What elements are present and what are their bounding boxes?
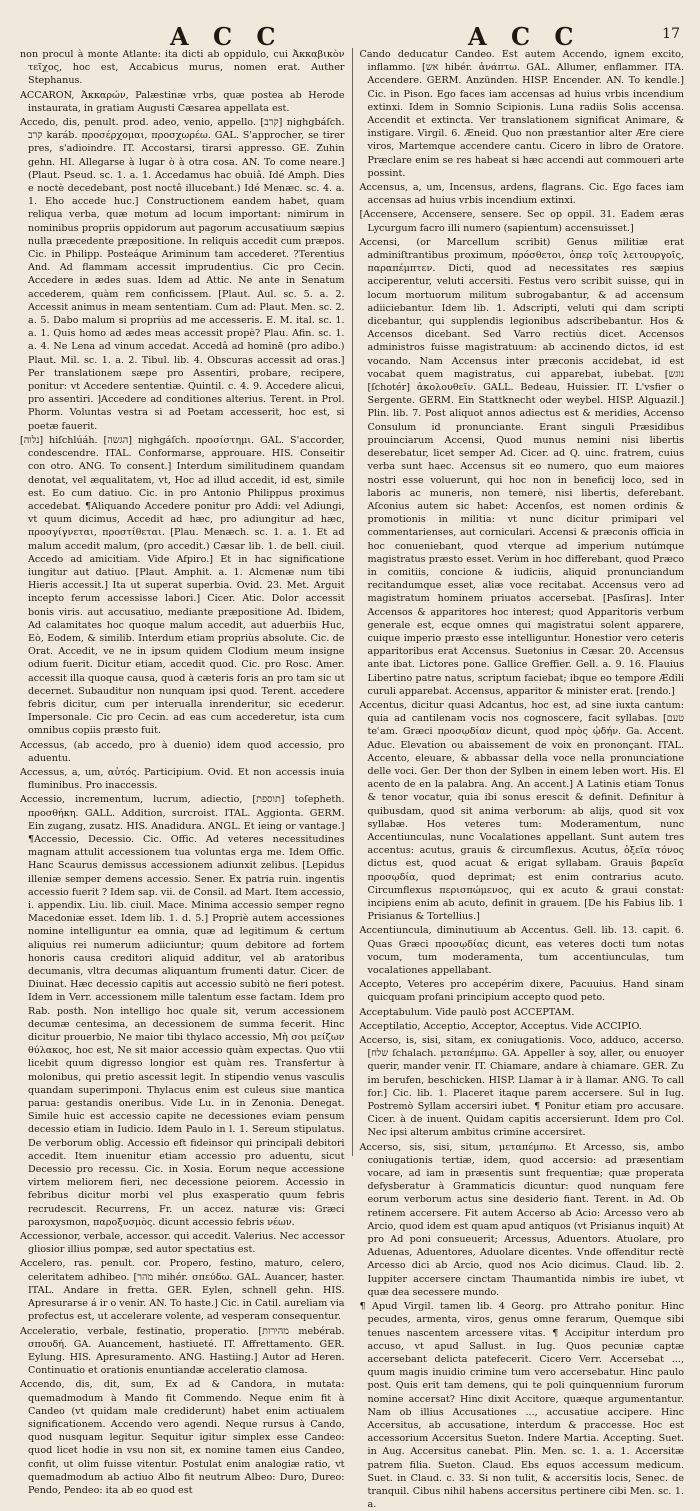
- dictionary-entry: Accessus, a, um, αὐτός. Participium. Ovid. Et non accessis inuia fluminibus. Pro inaccessis.: [20, 766, 345, 792]
- page-header: [20, 14, 682, 50]
- text-columns: [20, 48, 685, 1511]
- dictionary-entry: Accensus, a, um, Incensus, ardens, flagrans. Cic. Ego faces iam accensas ad huius vrbis incendium extinxi.: [359, 182, 684, 207]
- dictionary-entry: Accentiuncula, diminutiuum ab Accentus. Gell. lib. 13. capit. 6. Quas Græci προσῳδίας dicunt, eas veteres docti tum notas vocum, tum moderamenta, tum accentiunculas, tum vocalationes appellabant.: [359, 925, 684, 977]
- dictionary-entry: Accessio, incrementum, lucrum, adiectio, [תוספת] toſepheth. προσθήκη. GALL. Addition, surcroist. ITAL. Aggionta. GERM. Ein zugang, zusatz. HIS. Anadidura. ANGL. Et ieing or vantage.] ¶Accessio, Decessio. Cic. Offic. Ad veteres necessitudines magnam attulit accessionem tua voluntas erga me. Idem Offic. Hanc Scaurus demissus accessionem adiunxit zelibus. [Lepidus illeniæ semper demens accessio. Sener. Ex patria ruin. ingentis accessio fuerit ? Idem sap. vii. de Consil. ad Mart. Item accessio, i. appendix. Liu. lib. ciuil. Mace. Minima accessio semper regno Macedoniæ esset. Idem lib. 1. d. 5.] Propriè autem accessiones nomine intelliguntur ea omnia, quæ ad legitimum & certum aliquius rei numerum adiiciuntur; quum debitore ad fortem honoris causa creditori aliquid additur, vel ab aratoribus decumanis, vltra decumas aliquantum frumenti datur. Cicer. de Diuinat. Hæc decessio capitis aut accessio subitò ne fieri potest. Idem in Verr. accessionem mille talentum esse factam. Idem pro Rab. posth. Non intelligo hoc quale sit, verum accessionem decumæ centesima, an decessionem de summa fecerit. Hinc dicitur prouerbio, Ne maior tibi thylaco accessio, Μὴ σοι μείζων θύλακος, hoc est, Ne sit maior accessio quàm expectas. Quo vtii licebit quum digresso longior est quàm res. Transfertur à molonibus, qui pretio ascessit legit. In stipendio venus vasculis quandam superimponi. Thylacus enim est culeus siue mantica parua: gestandis oneribus. Vide Lu. in in Zenonia. Denegat. Simile huic est accessio capite ne decessiones eviam pensum decessio etiam in Iudicio. Idem Paulo in l. 1. Sereum stipulatus. De verborum oblig. Accessio eft fideinsor qui principali debitori accedit. Item inuenitur etiam accessio pro aduentu, sicut Decessio pro recessu. Cic. in Xosia. Eorum neque accessione virtem meliorem fieri, nec decessione peiorem. Accessio in febribus dicitur morbi vel plus exasperatio quum febris recrudescit. Recurrens, Fr. un accez. naturæ vis: Græci paroxysmon, παροξυσμὸς. dicunt accessio febris νέων.: [20, 794, 345, 1228]
- dictionary-entry: non procul à monte Atlante: ita dicti ab oppidulo, cui Ἀκκαβικὸν τεῖχος, hoc est, Accabicus murus, nomen erat. Auther Stephanus.: [20, 49, 345, 87]
- dictionary-entry: Accelero, ras. penult. cor. Propero, festino, maturo, celero, celeritatem adhibeo. [מהר mihér. σπεύδω. GAL. Auancer, haster. ITAL. Andare in fretta. GER. Eylen, schnell gehn. HIS. Apresurarse á ir o venir. AN. To haste.] Cic. in Catil. aureliam via profectus est, ut accelerare volente, ad vesperam consequentur.: [20, 1258, 345, 1323]
- dictionary-entry: Accepto, Veteres pro accepérim dixere, Pacuuius. Hand sinam quicquam profani principium accepto quod peto.: [359, 979, 684, 1004]
- running-head-left: A C C: [170, 22, 284, 51]
- dictionary-entry: Acceptabulum. Vide paulò post ACCEPTAM.: [359, 1006, 575, 1018]
- dictionary-entry: ¶ Apud Virgil. tamen lib. 4 Georg. pro Attraho ponitur. Hinc pecudes, armenta, viros, genus omne ferarum, Quemque sibi tenues nascentem arcessere vitas. ¶ Accipitur interdum pro accuso, vt apud Sallust. in Iug. Quos pecuniæ captæ accersebant delicta patefecerit. Cicero Verr. Accersebat ..., quum magis inuidio crimine tum vero accersebatur. Hinc paulo post. Quis erit tam demens, qui te poli quinquennium furorum nomine accersat? Hinc dixit Accitore, quæque argumentantur. Nam ob illius Accusationes ..., accusatiue accipere. Hinc Accersitus, ab accusatione, interdum & praccesse. Hoc est accessorium Accersitus Sueton. Indere Martia. Accepting. Suet. in Aug. Accersitus canebat. Plin. Men. sc. 1. a. 1. Accersitæ patrem filia. Sueton. Claud. Ebs equos accessum medicum. Suet. in Claud. c. 33. Si non tulit, & accersitis locis, Senec. de tranquil. Cibus nihil habens accersitus pertinere cibi Men. sc. 1. a.: [359, 1301, 684, 1511]
- dictionary-entry: Accerso, sis, sisi, situm, μεταπέμπω. Et Arcesso, sis, ambo coniugationis tertiæ, idem, quod accersio: ad præsentiam vocare, ad iam in præsentis sunt frequentiæ; quæ properata defysberatur à Grammaticis dicuntur: quod nunquam fere eorum verborum actus sine desiderio fiant. Terent. in Ad. Ob retinem accersere. Fit autem Accerso ab Acio: Arcesso vero ab Arcio, quod idem est quam apud antiquos (vt Prisianus inquit) At pro Ad poni consueuerit; Arcessus, Aduentors. Atuolare, pro Aduenas, Aduentores, Aduolare dicentes. Vnde offenditur rectè Arcesso dici ab Arcio, quod nos Acio dicimus. Claud. lib. 2. Iuppiter accersere cinctam Thaumantida nimbis ire iubet, vt quæ dea secessere mundo.: [359, 1141, 684, 1298]
- dictionary-entry: Accedo, dis, penult. prod. adeo, venio, appello. [קרב] nighgbáſch. קרב karáb. προσέρχομαι, προσχωρέω. GAL. S'approcher, se tirer pres, s'adioindre. IT. Accostarsi, tirarsi appresso. GE. Zuhin gehn. HI. Allegarse à lugar ò à otra cosa. AN. To come neare.] (Plaut. Pseud. sc. 1. a. 1. Accedamus hac obuiâ. Idé Amph. Dies e noctè decedebant, post noctê illucebant.) Idé Menæc. sc. 4. a. 1. Eho accede huc.] Constructionem eandem habet, quam reliqua verba, quæ motum ad locum important: nimirum in nominibus propriis oppidorum aut pagorum accusatiuum sæpius nulla præcedente præpositione. In reliquis accedit cum præpos. Cic. in Philipp. Posteáque Ariminum tam accederet. ?Terentius And. Ad flammam accessit imprudentius. Cic pro Cecin. Accedere in ædes suas. Idem ad Attic. Ne ante in Senatum accederem, quàm rem conficissem. [Plaut. Aul. sc. 5. a. 2. Accessit animus in meam sententiam. Cum ad: Plaut. Men. sc. 2. a. 5. Dabo malum si propriùs ad me accesseris. E. M. ital. sc. 1. a. 1. Quis homo ad ædes meas accessit propè? Plau. Afin. sc. 1. a. 4. Ne Lena ad vinum accedat. Accedâ ad hominē (pro adibo.) Plaut. Mil. sc. 1. a. 2. Tibul. lib. 4. Obscuras accessit ad oras.] Per translationem sæpe pro Assentiri, probare, recipere, ponitur: vt Accedere sententiæ. Quintil. c. 4. 9. Accedere alicui, pro assentiri. ]Accedere ad conditiones alterius. Terent. in Prol. Phorm. Voluntas vestra si ad Poetam accesserit, hoc est, si poetæ fauerit.: [20, 117, 345, 432]
- dictionary-entry: Acceptilatio, Acceptio, Acceptor, Acceptus. Vide ACCIPIO.: [359, 1020, 642, 1032]
- running-head-right: A C C: [468, 22, 582, 51]
- dictionary-entry: [נלוה] hiſchlúáh. [הגשה] nighgáſch. προσίστημι. GAL. S'accorder, condescendre. ITAL. Conformarse, approuare. HIS. Conseitir con otro. ANG. To consent.] Interdum similitudinem quandam denotat, vel æqualitatem, vt, Hoc ad illud accedit, id est, simile est. Eo cum datiuo. Cic. in pro Antonio Philippus proximus accedebat. ¶Aliquando Accedere ponitur pro Addi: vel Adiungi, vt quum dicimus, Accedit ad hæc, pro adiungitur ad hæc, προσγίγνεται, προστίθεται. [Plau. Menæch. sc. 1. a. 1. Et ad malum accedit malum, (pro accedit.) Cæsar lib. 1. de bell. ciuil. Accedo ad amicitiam. Vide Afpiro.] Et in hac significatione iungitur aut datiuo. [Plaut. Amphit. a. 1. Alcmenæ num tibi Hieris accessit.] Ita ut superat superbia. Ovid. 23. Met. Arguit incepto ferum accessisse labori.] Cicer. Atic. Dolor accessit bonis viris. aut accusatiuo, mediante præpositione Ad. Ibidem, Ad calamitates hoc quoque malum accedit, aut aduerbiis Huc, Eò, Eodem, & similib. Interdum etiam propriùs absolute. Cic. de Orat. Accedit, ve ne in ipsum quidem Clodium meum insigne odium fuerit. Dicitur etiam, accedit quod. Cic. pro Rosc. Amer. accessit illa quoque causa, quod à cæteris foris an pro tam sic ut decernet. Subauditur non nunquam ipsi quod. Terent. accedere febris dicitur, cum per interualla inrenderitur, sic ecederur. Impersonale. Cic pro Cecin. ad eas cum accederetur, ista cum omnibus copiis præsto fuit.: [20, 434, 345, 737]
- column-divider: [352, 48, 353, 1156]
- page-number: 17: [662, 26, 680, 42]
- dictionary-entry: Accentus, dicitur quasi Adcantus, hoc est, ad sine iuxta cantum: quia ad cantilenam vocis nos cognoscere, facit syllabas. [טעם teʿam. Græci προσῳδίαν dicunt, quod πρὸς ᾠδήν. Ga. Accent. Aduc. Elevation ou abaissement de voix en prononçant. ITAL. Accento, eleuare, & abbassar della voce nella pronunciatione delle voci. Ger. Der thon der Sylben in einem leben wort. His. El acento de en la palabra. Ang. An accent.] A Latinis etiam Tonus & tenor vocatur, quia ibi sonus erescit & definit. Definitur à quibusdam, quod sit anima verborum: ab alijs, quod sit vox syllabæ. Hos veteres tum: Moderamentum, nunc Accentiunculas, nunc Vocalationes appellant. Sunt autem tres accentus: acutus, grauis & circumflexus. Acutus, ὀξεῖα τόνος dictus est, quod acuat & erigat syllabam. Grauis βαρεῖα προσῳδία, quod deprimat; est enim contrarius acuto. Circumflexus περισπώμενος, qui ex acuto & graui constat: incipiens enim ab acuto, definit in grauem. [De his Fabius lib. 1 Prisianus & Tortellius.]: [359, 699, 684, 923]
- dictionary-entry: Cando deducatur Candeo. Est autem Accendo, ignem excito, inflammo. [אש hibér. ἀνάπτω. GAL. Allumer, enflammer. ITA. Accendere. GERM. Anzünden. HISP. Encender. AN. To kendle.] Cic. in Pison. Ego faces iam accensas ad huius vrbis incendium extinxi. Idem in Somnio Scipionis. Luna radiis Solis accensa. Accendit et extincta. Ver translationem significat Animare, & instigare. Virgil. 6. Æneid. Quo non præstantior alter Ære ciere viros, Martemque accendere cantu. Cicero in libro de Oratore. Præclare enim se res habeat si hæc accendi aut commoueri arte possint.: [359, 49, 685, 179]
- dictionary-entry: ACCARON, Ἀκκαρών, Palæstinæ vrbs, quæ postea ab Herode instaurata, in gratiam Augusti Cæsarea appellata est.: [20, 89, 345, 114]
- left-column: [20, 48, 345, 1496]
- dictionary-entry: Accerso, is, sisi, sitam, ex coniugationis. Voco, adduco, accerso. [שלח ſchalach. μεταπέμπω. GA. Appeller à soy, aller, ou enuoyer querir, mander venir. IT. Chiamare, andare à chiamare. GER. Zu im berufen, beschicken. HISP. Llamar à ir à llamar. ANG. To call for.] Cic. lib. 1. Placeret itaque parem accersere. Sul in Iug. Postremò Syllam accersiri iubet. ¶ Ponitur etiam pro accusare. Cicer. à de inuent. Quidam capitis accersierunt. Idem pro Col. Nec ipsi alterum ambitus crimine accersiret.: [359, 1035, 684, 1139]
- dictionary-entry: Accensi, (or Marcellum scribit) Genus militiæ erat adminiſtrantibus proximum, πρόσθετοι, ὁπερ τοῖς λειτουργοῖς, παραπέμπτεν. Dicti, quod ad necessitates res sæpius acciperentur, veluti accersiti. Festus vero scribit suisse, qui in locum mortuorum militum subrogabantur, & ad accensum adiiciebantur. Idem lib. 1. Adscripti, veluti qui dam scripti dicebantur, qui supplendis legionibus adscribebantur. Hos & Accensos dicebant. Sed Varro rectiùs dicet. Accensos administros fuisse magistratuum: ab accinendo dictos, id est vocando. Nam Accensus inter præconis accidebat, id est vocabat quem magistratus, cui apparebat, iubebat. [נוגש [ſchotér] ἀκολουθεῖν. GALL. Bedeau, Huissier. IT. L'vsfier o Sergente. GERM. Ein Stattknecht oder weybel. HISP. Alguazil.] Plin. lib. 7. Post aliquot annos adiectus est & meridies, Accenso Consulum id pronunciante. Erant singuli Præsidibus prouinciarum Accensi, Quod munus nemini nisi libertis deserebatur, licet semper Ad. Cicer. ad Q. uinc. fratrem, cuius verba sunt haec. Accensus sit eo numero, quo eum maiores nostri esse voluerunt, qui hoc non in beneficij loco, sed in laboris ac muneris, non temerè, nisi libertis, deferebant. Aſconius autem sic habet: Accenſos, est nomen ordinis & promotionis in militia: vt nunc dicitur primipari vel commentarienses, aut corniculari. Accensi & præconis officia in hoc conueniebant, quod vterque ad imperium nutúmque magistratus præsto esset. Verùm in hoc differebant, quod Præco in comitiis, concione & iudiciis, aliquid pronunciandum recitandumque esset, aliæ voce recitabat. Accensus vero ad magistratum hominem priuatos accersebat. [Pasſiras]. Inter Accensos & apparitores hoc interest; quod Apparitoris verbum generale est, ecque omnes qui magistratui solent apparere, cuique imperio præsto esse intelliguntur. Honestior vero ceteris apparitoribus erat Accensus. Suetonius in Cæsar. 20. Accensus ante ibat. Lictores pone. Gallice Greffier. Gell. a. 9. 16. Flauius Libertino patre natus, scriptum faciebat; ibque eo tempore Ædili curuli apparebat. Accensus, apparitor & minister erat. [rendo.]: [359, 236, 684, 697]
- dictionary-entry: Accessionor, verbale, accessor. qui accedit. Valerius. Nec accessor gliosior illius pompæ, sed autor spectatius est.: [20, 1231, 345, 1256]
- dictionary-entry: Accendo, dis, dit, sum, Ex ad & Candora, in mutata: quemadmodum à Mando fit Commendo. Neque enim fit à Candeo (vt quidam male crediderunt) habet enim actiualem significationem. Accendo vero agendi. Neque rursus à Cando, quod nusquam legitur. Sequitur igitur simplex esse Candeo: quod licet hodie in vsu non sit, ex nomine tamen eius Candeo, confit, ut olim fuisse vitentur. Postulat enim analogiæ ratio, vt quemadmodum ab actiuo Albo fit neutrum Albeo: Duro, Dureo: Pendo, Pendeo: ita ab eo quod est: [20, 1379, 345, 1496]
- dictionary-entry: Acceleratio, verbale, festinatio, properatio. [מהירות mebérab. σπουδή. GA. Auancement, hastiueté. IT. Affrettamento. GER. Eylung. HIS. Apresuramento. ANG. Hastiing.] Autor ad Heren. Continuatio et orationis enuntiandæ acceleratio clamosa.: [20, 1325, 345, 1377]
- right-column: [359, 48, 685, 1511]
- dictionary-entry: [Accensere, Accensere, sensere. Sec op oppil. 31. Eadem æras Lycurgum facro illi numero (sapientum) accensuisset.]: [359, 209, 684, 234]
- dictionary-entry: Accessus, (ab accedo, pro à duenio) idem quod accessio, pro aduentu.: [20, 739, 345, 764]
